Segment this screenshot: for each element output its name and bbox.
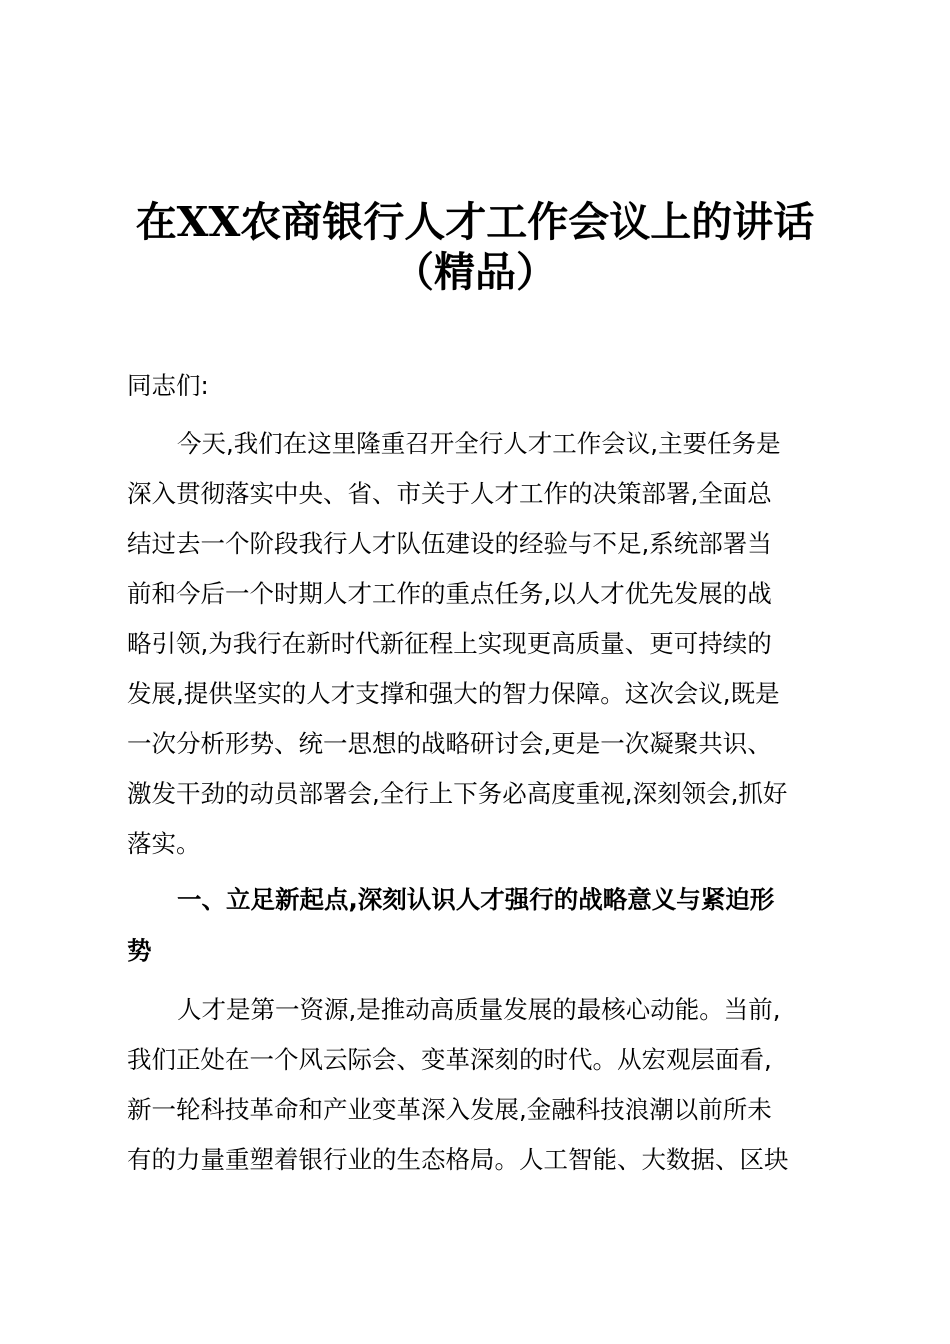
paragraph-line: 略引领,为我行在新时代新征程上实现更高质量、更可持续的	[127, 629, 772, 658]
paragraph-line: 一次分析形势、统一思想的战略研讨会,更是一次凝聚共识、	[127, 729, 772, 758]
paragraph-line: 发展,提供坚实的人才支撑和强大的智力保障。这次会议,既是	[127, 679, 780, 708]
paragraph-line: 人才是第一资源,是推动高质量发展的最核心动能。当前,	[177, 995, 781, 1024]
paragraph-line: 有的力量重塑着银行业的生态格局。人工智能、大数据、区块	[127, 1145, 789, 1174]
paragraph-line: 前和今后一个时期人才工作的重点任务,以人才优先发展的战	[127, 579, 772, 608]
document-title-line-1: 在XX农商银行人才工作会议上的讲话	[135, 198, 815, 246]
salutation: 同志们:	[127, 371, 209, 400]
document-title-line-2: （精品）	[393, 248, 557, 296]
paragraph-line: 落实。	[127, 829, 201, 858]
paragraph-line: 新一轮科技革命和产业变革深入发展,金融科技浪潮以前所未	[127, 1095, 772, 1124]
paragraph-line: 今天,我们在这里隆重召开全行人才工作会议,主要任务是	[177, 429, 781, 458]
heading-line: 势	[127, 936, 152, 965]
paragraph-line: 我们正处在一个风云际会、变革深刻的时代。从宏观层面看,	[127, 1045, 772, 1074]
paragraph-line: 激发干劲的动员部署会,全行上下务必高度重视,深刻领会,抓好	[127, 779, 788, 808]
heading-line: 一、立足新起点,深刻认识人才强行的战略意义与紧迫形	[177, 885, 775, 914]
paragraph-line: 深入贯彻落实中央、省、市关于人才工作的决策部署,全面总	[127, 479, 772, 508]
paragraph-line: 结过去一个阶段我行人才队伍建设的经验与不足,系统部署当	[127, 529, 772, 558]
